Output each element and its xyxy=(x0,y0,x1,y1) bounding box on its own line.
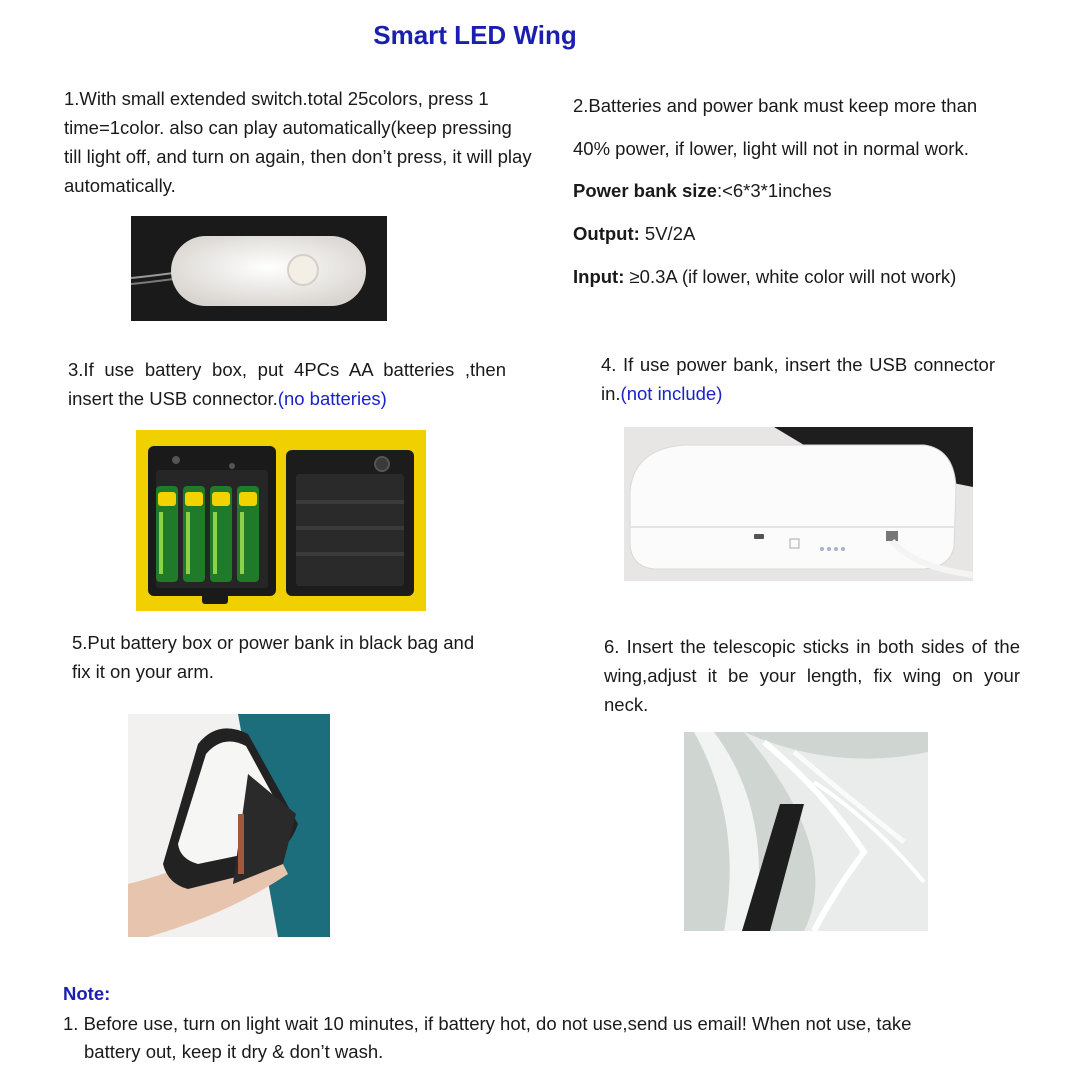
step-5-text: 5.Put battery box or power bank in black bag and fix it on your arm. xyxy=(72,632,475,682)
page-title: Smart LED Wing xyxy=(373,20,577,50)
step-1-text: 1.With small extended switch.total 25colors, press 1 time=1color. also can play automatically(keep pressing till light off, and turn on again, then don’t press, it will play automatically. xyxy=(64,88,532,196)
spec-label: Output: xyxy=(573,223,640,244)
wing-photo xyxy=(684,732,928,931)
spec-label: Input: xyxy=(573,266,625,287)
spec-power-bank-size xyxy=(573,180,832,202)
power-bank-photo xyxy=(624,427,973,581)
battery-box-photo xyxy=(136,430,426,611)
step-3-highlight: (no batteries) xyxy=(277,388,387,409)
step-4-body: 4. If use power bank, insert the USB connector in. xyxy=(601,354,995,404)
note-item-1-line2: battery out, keep it dry & don’t wash. xyxy=(84,1041,384,1062)
step-4-text xyxy=(601,350,995,408)
note-item-1-line1: 1. Before use, turn on light wait 10 minutes, if battery hot, do not use,send us email! When not use, take xyxy=(63,1013,912,1034)
arm-bag-photo xyxy=(128,714,330,937)
spec-label: Power bank size xyxy=(573,180,717,201)
spec-value: :<6*3*1inches xyxy=(716,180,832,201)
spec-value: ≥0.3A (if lower, white color will not work) xyxy=(624,266,957,287)
spec-output xyxy=(573,223,695,245)
step-3-text xyxy=(68,355,506,413)
switch-photo xyxy=(131,216,387,321)
spec-input xyxy=(573,266,956,288)
step-2-line1: 2.Batteries and power bank must keep more than xyxy=(573,95,978,116)
note-heading: Note: xyxy=(63,983,111,1004)
step-6-text: 6. Insert the telescopic sticks in both sides of the wing,adjust it be your length, fix wing on your neck. xyxy=(604,636,1020,715)
step-2-line2: 40% power, if lower, light will not in normal work. xyxy=(573,138,969,159)
step-3-body: 3.If use battery box, put 4PCs AA batteries ,then insert the USB connector. xyxy=(68,359,506,409)
spec-value: 5V/2A xyxy=(639,223,696,244)
step-4-highlight: (not include) xyxy=(620,383,723,404)
